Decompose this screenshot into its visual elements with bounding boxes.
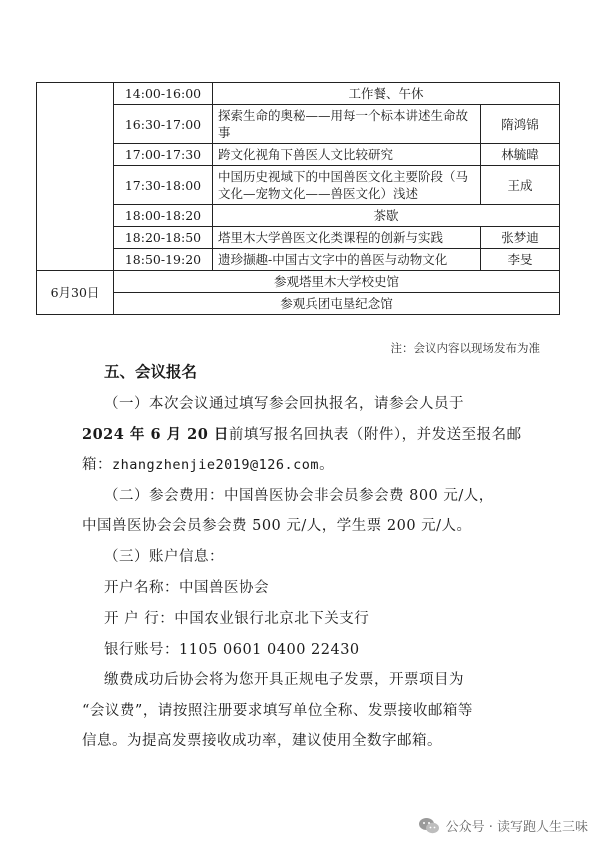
topic-cell: 塔里木大学兽医文化类课程的创新与实践 xyxy=(213,227,481,249)
table-row xyxy=(37,83,560,105)
speaker-cell: 王成 xyxy=(481,166,560,205)
paragraph-text: 。 xyxy=(319,457,335,473)
wechat-icon xyxy=(418,817,440,835)
table-row xyxy=(37,249,560,271)
paragraph-line: “会议费”，请按照注册要求填写单位全称、发票接收邮箱等 xyxy=(82,703,473,719)
topic-cell: 中国历史视域下的中国兽医文化主要阶段（马文化—宠物文化——兽医文化）浅述 xyxy=(213,166,481,205)
table-row xyxy=(37,271,560,293)
time-cell: 18:00-18:20 xyxy=(114,205,213,227)
paragraph-line xyxy=(82,453,334,474)
visit-cell: 参观塔里木大学校史馆 xyxy=(114,271,560,293)
paragraph-line: 中国兽医协会会员参会费 500 元/人，学生票 200 元/人。 xyxy=(82,518,472,534)
speaker-cell: 林毓暐 xyxy=(481,144,560,166)
time-cell: 16:30-17:00 xyxy=(114,105,213,144)
table-row xyxy=(37,105,560,144)
topic-cell: 跨文化视角下兽医人文比较研究 xyxy=(213,144,481,166)
time-cell: 17:30-18:00 xyxy=(114,166,213,205)
date-cell: 6月30日 xyxy=(37,271,114,315)
paragraph-line: （二）参会费用：中国兽医协会非会员参会费 800 元/人， xyxy=(104,488,494,504)
table-row xyxy=(37,144,560,166)
table-row xyxy=(37,293,560,315)
topic-cell: 探索生命的奥秘——用每一个标本讲述生命故事 xyxy=(213,105,481,144)
wechat-watermark xyxy=(418,816,588,835)
table-row xyxy=(37,227,560,249)
account-name: 开户名称：中国兽医协会 xyxy=(104,580,269,596)
topic-cell: 工作餐、午休 xyxy=(213,83,560,105)
account-bank: 开 户 行：中国农业银行北京北下关支行 xyxy=(104,611,370,627)
watermark-text: 公众号 · 读写跑人生三味 xyxy=(445,820,588,835)
paragraph-line xyxy=(82,423,522,444)
speaker-cell: 隋鸿锦 xyxy=(481,105,560,144)
paragraph-line: 信息。为提高发票接收成功率，建议使用全数字邮箱。 xyxy=(82,733,442,749)
table-row xyxy=(37,166,560,205)
time-cell: 17:00-17:30 xyxy=(114,144,213,166)
paragraph-line: （一）本次会议通过填写参会回执报名，请参会人员于 xyxy=(104,396,464,412)
time-cell: 14:00-16:00 xyxy=(114,83,213,105)
email-label: 箱： xyxy=(82,457,112,473)
time-cell: 18:20-18:50 xyxy=(114,227,213,249)
section-title: 五、会议报名 xyxy=(104,363,198,381)
paragraph-line: 缴费成功后协会将为您开具正规电子发票，开票项目为 xyxy=(104,672,464,688)
speaker-cell: 张梦迪 xyxy=(481,227,560,249)
table-row xyxy=(37,205,560,227)
topic-cell: 遗珍撷趣-中国古文字中的兽医与动物文化 xyxy=(213,249,481,271)
time-cell: 18:50-19:20 xyxy=(114,249,213,271)
table-note: 注：会议内容以现场发布为准 xyxy=(390,341,540,355)
account-number: 银行账号：1105 0601 0400 22430 xyxy=(104,642,360,658)
schedule-table xyxy=(36,82,560,315)
paragraph-line: （三）账户信息： xyxy=(104,549,224,565)
deadline-date: 2024 年 6 月 20 日 xyxy=(82,426,229,443)
visit-cell: 参观兵团屯垦纪念馆 xyxy=(114,293,560,315)
speaker-cell: 李旻 xyxy=(481,249,560,271)
topic-cell: 茶歇 xyxy=(213,205,560,227)
date-cell-empty xyxy=(37,83,114,271)
paragraph-text: 前填写报名回执表（附件），并发送至报名邮 xyxy=(228,427,522,443)
registration-email[interactable]: zhangzhenjie2019@126.com xyxy=(112,457,320,473)
